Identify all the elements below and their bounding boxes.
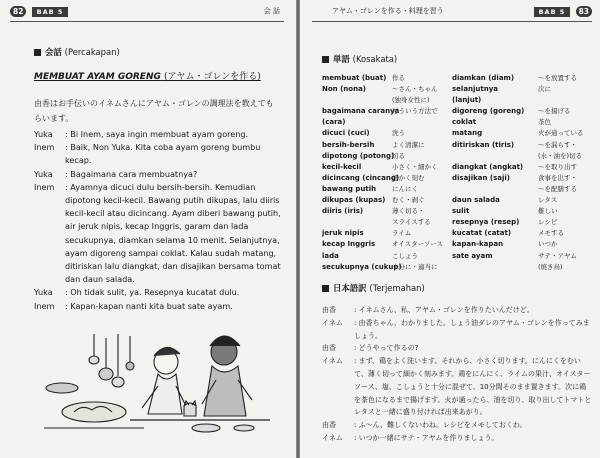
dialogue-line: Inem : Baik, Non Yuka. Kita coba ayam goreng bumbu kecap.	[34, 142, 261, 166]
vocab-row: kapan-kapan いつか	[452, 240, 558, 249]
header-rule-left	[10, 21, 284, 22]
vocab-row: jeruk nipis ライム	[322, 229, 412, 238]
square-bullet-icon	[322, 56, 329, 63]
vocab-row: disajikan (saji) 食事を出す・	[452, 173, 577, 182]
left-page	[0, 0, 296, 458]
chapter-badge-right: BAB 5	[534, 7, 571, 17]
vocab-row: (cara)	[322, 118, 346, 127]
square-bullet-icon	[322, 285, 329, 292]
vocab-row: diiris (iris) 薄く切る・	[322, 207, 425, 216]
header-rule-right	[312, 21, 592, 22]
vocab-row: diangkat (angkat) ～を取り出す	[452, 162, 577, 171]
vocab-row: bagaimana caranya どういう方法で	[322, 107, 438, 116]
vocab-row: kucatat (catat) メモする	[452, 229, 564, 238]
dialogue-line: Inem : Ayamnya dicuci dulu bersih-bersih. Kemudian dipotong kecil-kecil. Bawang putih dikupas, lalu diiris kecil-kecil atau dicincang. Ayam diberi bawang putih, air jeruk nipis, kecap Inggris, garam dan lada secukupnya, diamkan selama 10 menit. Selanjutnya, ayam digoreng sampai coklat. Kalau sudah matang, ditiriskan lalu diangkat, dan disajikan bersama tomat dan daun salada.	[34, 181, 281, 285]
vocab-row: dicincang (cincang) 細かく刻む	[322, 173, 425, 182]
right-page	[300, 0, 600, 458]
vocab-row: スライスする	[392, 218, 431, 227]
dialogue-line: Yuka : Bi Inem, saya ingin membuat ayam goreng.	[34, 129, 249, 139]
header-title-left: 会 話	[263, 7, 280, 15]
translation	[322, 304, 592, 445]
translation-line: イネム : いつか一緒にサテ・アヤムを作りましょう。	[322, 433, 499, 442]
right-header	[534, 6, 592, 19]
vocab-row: dicuci (cuci) 洗う	[322, 129, 405, 138]
vocab-row: (焼き鳥)	[538, 262, 563, 271]
vocab-row: matang 火が通っている	[452, 129, 584, 138]
dialogue-title: MEMBUAT AYAM GORENG (アヤム・ゴレンを作る)	[34, 72, 261, 82]
vocab-row: resepnya (resep) レシピ	[452, 218, 558, 227]
section-title-vocabulary: 単語 (Kosakata)	[322, 53, 397, 65]
translation-line: 由香 : イネムさん、私、アヤム・ゴレンを作りたいんだけど。	[322, 306, 534, 314]
translation-line: イネム : まず、鶏をよく洗います。それから、小さく切ります。にんにくをむいて、薄く切って細かく刻みます。鶏をにんにく、ライムの果汁、オイスターソース、塩、こしょうと十分に混ぜて、10分間そのまま置きます。次に鶏を茶色になるまで揚げます。火が通ったら、油を切り、取り出してトマトとレタスと一緒に盛り付ければ出来あがり。	[322, 357, 592, 417]
vocab-row: coklat 茶色	[452, 118, 551, 127]
vocab-row: sulit 難しい	[452, 207, 558, 216]
vocab-row: ～を配膳する	[538, 184, 577, 193]
vocab-column-2	[452, 73, 592, 273]
vocab-column-1	[322, 73, 460, 273]
vocab-row: (水・油を)切る	[538, 151, 583, 160]
translation-line: イネム : 由香ちゃん、わかりました。しょう油ダレのアヤム・ゴレンを作ってみましょう。	[322, 318, 590, 340]
vocab-row: dipotong (potong) 切る	[322, 151, 405, 160]
page-number-left: 82	[10, 6, 26, 17]
dialogue-line: Yuka : Oh tidak sulit, ya. Resepnya kucatat dulu.	[34, 287, 240, 298]
section-title-conversation: 会話 (Percakapan)	[34, 46, 120, 58]
vocab-row: diamkan (diam) ～を放置する	[452, 74, 577, 82]
vocab-row: lada こしょう	[322, 251, 418, 260]
translation-line: 由香 : ふ～ん、難しくないわね。レシピをメモしておくわ。	[322, 421, 527, 430]
vocab-row: ditiriskan (tiris) ～を漏らす・	[452, 140, 577, 149]
vocab-row: secukupnya (cukup) 十分に・適当に	[322, 262, 438, 271]
vocab-row: kecil-kecil 小さく・細かく	[322, 162, 438, 171]
vocab-row: sate ayam サテ・アヤム	[452, 251, 577, 260]
intro-text: 由香はお手伝いのイネムさんにアヤム・ゴレンの調理法を教えてもらいます。	[34, 99, 274, 123]
dialogue-line: Yuka : Bagaimana cara membuatnya?	[34, 168, 198, 179]
dialogue-line: Inem : Kapan-kapan nanti kita buat sate ayam.	[34, 300, 233, 311]
vocab-row: daun salada レタス	[452, 196, 558, 205]
vocab-row: (lanjut)	[452, 96, 482, 105]
page-number-right: 83	[576, 6, 592, 17]
section-title-translation: 日本語訳 (Terjemahan)	[322, 282, 425, 294]
vocab-row: selanjutnya 次に	[452, 85, 551, 94]
square-bullet-icon	[34, 49, 41, 56]
translation-line: 由香 : どうやって作るの?	[322, 344, 419, 353]
vocab-row: digoreng (goreng) ～を揚げる	[452, 107, 571, 116]
vocab-row: (独身女性に)	[392, 96, 430, 105]
vocab-row: dikupas (kupas) むく・剥ぐ	[322, 196, 425, 205]
vocab-row: Non (nona) ～さん・ちゃん	[322, 85, 438, 94]
kitchen-illustration	[34, 316, 272, 448]
vocab-row: bersih-bersih よく清潔に	[322, 140, 425, 149]
dialogue	[34, 128, 284, 313]
vocab-row: bawang putih にんにく	[322, 184, 418, 193]
header-title-right: アヤム・ゴレンを作る・料理を習う	[332, 7, 444, 15]
vocab-row: membuat (buat) 作る	[322, 74, 405, 82]
chapter-badge-left: BAB 5	[32, 7, 69, 17]
left-header	[10, 6, 68, 19]
vocab-row: kecap Inggris オイスターソース	[322, 240, 444, 249]
